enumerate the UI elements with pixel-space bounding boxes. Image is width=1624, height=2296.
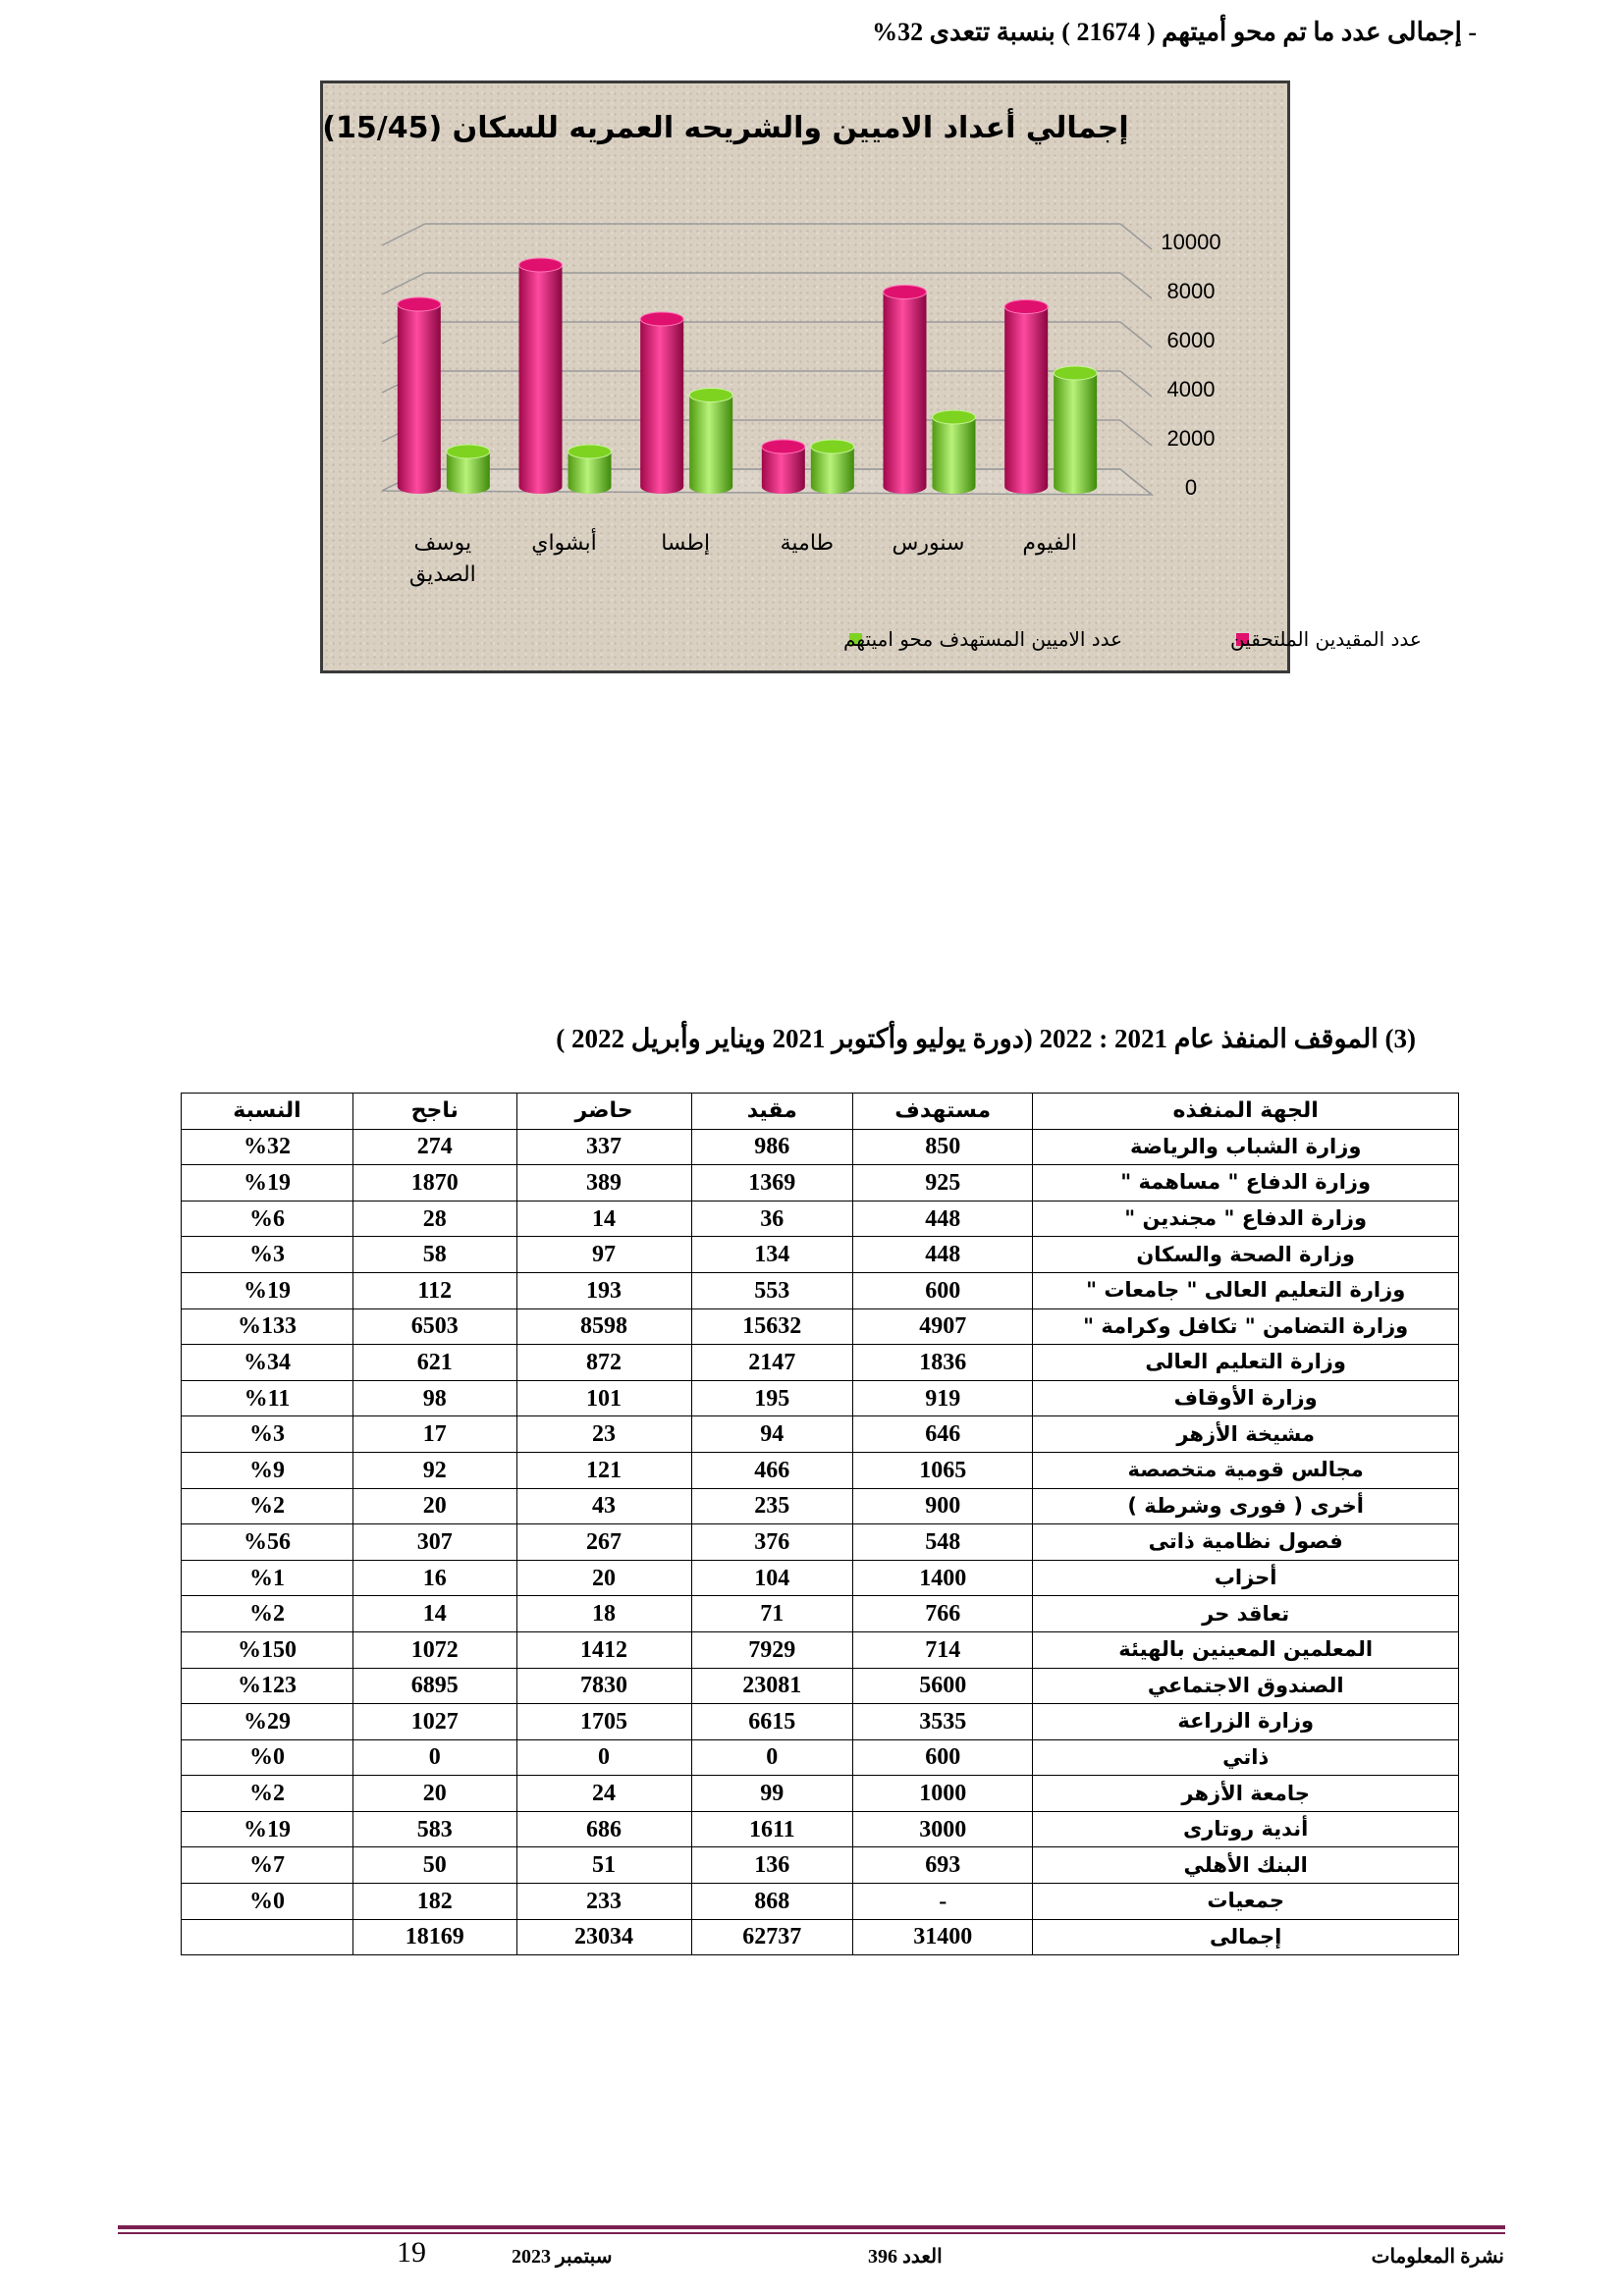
cell-registered: 466 [691,1452,852,1488]
footer-date: سبتمبر 2023 [512,2246,613,2268]
table-row [182,1488,1459,1524]
cell-name: أخرى ( فورى وشرطة ) [1033,1488,1459,1524]
bar-target [1054,373,1097,494]
table-row [182,1847,1459,1884]
cell-name: وزارة الدفاع " مجندين " [1033,1201,1459,1237]
cell-attended: 337 [516,1129,691,1165]
cell-attended: 233 [516,1884,691,1920]
cell-name: وزارة الصحة والسكان [1033,1237,1459,1273]
cell-name: البنك الأهلي [1033,1847,1459,1884]
category-label: الفيوم [1022,531,1077,556]
cell-target: 714 [853,1631,1033,1668]
section-title: (3) الموقف المنفذ عام 2021 : 2022 (دورة يوليو وأكتوبر 2021 ويناير وأبريل 2022 ) [556,1024,1416,1053]
cell-percent: %2 [182,1488,353,1524]
cell-target: 448 [853,1201,1033,1237]
cell-passed: 20 [352,1776,516,1812]
cell-target: 31400 [853,1919,1033,1955]
y-tick-label: 6000 [1166,328,1216,352]
cell-target: 1065 [853,1452,1033,1488]
header-attended: حاضر [516,1094,691,1130]
cell-attended: 20 [516,1560,691,1596]
table-row [182,1884,1459,1920]
execution-table [181,1093,1459,1955]
gridline-right [1120,322,1152,347]
cell-percent: %29 [182,1704,353,1740]
cell-name: فصول نظامية ذاتى [1033,1524,1459,1561]
cell-target: 600 [853,1272,1033,1308]
cell-passed: 58 [352,1237,516,1273]
cell-target: 646 [853,1416,1033,1453]
bar-registered [640,319,683,494]
table-row [182,1416,1459,1453]
footer-rule-thin [118,2232,1505,2234]
cell-attended: 121 [516,1452,691,1488]
footer-rule [118,2225,1505,2229]
table-row [182,1739,1459,1776]
cell-registered: 1369 [691,1165,852,1201]
table-row [182,1201,1459,1237]
cell-passed: 1870 [352,1165,516,1201]
cell-attended: 872 [516,1345,691,1381]
bar-cap [447,445,490,458]
chart-canvas [322,83,1422,670]
cell-target: 448 [853,1237,1033,1273]
cell-name: تعاقد حر [1033,1596,1459,1632]
cell-attended: 51 [516,1847,691,1884]
cell-target: 900 [853,1488,1033,1524]
table-row [182,1237,1459,1273]
bar-cap [1004,300,1048,314]
category-label: يوسف [413,531,472,556]
cell-name: المعلمين المعينين بالهيئة [1033,1631,1459,1668]
cell-registered: 71 [691,1596,852,1632]
table-row [182,1919,1459,1955]
category-label: أبشواي [531,531,597,556]
cell-percent: %150 [182,1631,353,1668]
cell-registered: 99 [691,1776,852,1812]
cell-attended: 23034 [516,1919,691,1955]
cell-target: 766 [853,1596,1033,1632]
cell-attended: 1412 [516,1631,691,1668]
cell-name: جامعة الأزهر [1033,1776,1459,1812]
cell-target: 548 [853,1524,1033,1561]
cell-name: وزارة التعليم العالى " جامعات " [1033,1272,1459,1308]
table-row [182,1811,1459,1847]
gridline-side [382,273,425,294]
gridline-right [1120,273,1152,298]
bar-target [689,396,732,495]
bar-cap [762,440,805,454]
cell-passed: 17 [352,1416,516,1453]
bar-registered [398,304,441,494]
cell-passed: 92 [352,1452,516,1488]
cell-passed: 6503 [352,1308,516,1345]
gridline-right [1120,371,1152,397]
cell-attended: 23 [516,1416,691,1453]
category-label: الصديق [408,562,476,587]
y-tick-label: 8000 [1166,279,1216,303]
cell-percent: %0 [182,1739,353,1776]
cell-registered: 986 [691,1129,852,1165]
cell-percent: %11 [182,1380,353,1416]
cell-percent: %3 [182,1416,353,1453]
cell-passed: 14 [352,1596,516,1632]
cell-registered: 6615 [691,1704,852,1740]
table-row [182,1668,1459,1704]
header-target: مستهدف [853,1094,1033,1130]
cell-passed: 0 [352,1739,516,1776]
cell-name: وزارة التضامن " تكافل وكرامة " [1033,1308,1459,1345]
cell-passed: 16 [352,1560,516,1596]
cell-attended: 43 [516,1488,691,1524]
cell-registered: 134 [691,1237,852,1273]
cell-attended: 267 [516,1524,691,1561]
gridline-right [1120,224,1152,249]
cell-registered: 62737 [691,1919,852,1955]
cell-target: - [853,1884,1033,1920]
table-row [182,1560,1459,1596]
cell-target: 925 [853,1165,1033,1201]
table-header-row [182,1094,1459,1130]
cell-passed: 112 [352,1272,516,1308]
cell-registered: 94 [691,1416,852,1453]
table-row [182,1631,1459,1668]
y-tick-label: 4000 [1166,377,1216,401]
header-passed: ناجح [352,1094,516,1130]
cell-name: مجالس قومية متخصصة [1033,1452,1459,1488]
table-row [182,1380,1459,1416]
bar-cap [519,258,563,272]
bar-registered [1004,307,1048,495]
cell-registered: 195 [691,1380,852,1416]
cell-passed: 28 [352,1201,516,1237]
table-row [182,1452,1459,1488]
table-row [182,1308,1459,1345]
cell-registered: 376 [691,1524,852,1561]
cell-percent: %3 [182,1237,353,1273]
cell-attended: 193 [516,1272,691,1308]
cell-percent: %6 [182,1201,353,1237]
legend-label: عدد الاميين المستهدف محو اميتهم [843,627,1123,651]
cell-percent: %123 [182,1668,353,1704]
bar-target [933,417,976,494]
cell-passed: 274 [352,1129,516,1165]
bar-cap [568,445,612,458]
cell-registered: 23081 [691,1668,852,1704]
cell-percent: %56 [182,1524,353,1561]
cell-passed: 621 [352,1345,516,1381]
bar-cap [933,410,976,424]
cell-target: 693 [853,1847,1033,1884]
cell-name: وزارة الزراعة [1033,1704,1459,1740]
bar-cap [1054,366,1097,380]
cell-passed: 182 [352,1884,516,1920]
cell-attended: 18 [516,1596,691,1632]
cell-target: 5600 [853,1668,1033,1704]
cell-percent: %2 [182,1596,353,1632]
cell-name: وزارة التعليم العالى [1033,1345,1459,1381]
header-percent: النسبة [182,1094,353,1130]
cell-attended: 8598 [516,1308,691,1345]
table-body [182,1129,1459,1955]
chart-title: إجمالي أعداد الاميين والشريحه العمريه للسكان (15/45) [322,111,1129,145]
bar-cap [689,389,732,402]
cell-percent: %32 [182,1129,353,1165]
header-name: الجهة المنفذه [1033,1094,1459,1130]
footer-issue: العدد 396 [868,2246,943,2268]
cell-target: 3535 [853,1704,1033,1740]
table-row [182,1165,1459,1201]
cell-attended: 97 [516,1237,691,1273]
cell-name: وزارة الدفاع " مساهمة " [1033,1165,1459,1201]
cell-attended: 686 [516,1811,691,1847]
bar-registered [519,265,563,494]
cell-attended: 0 [516,1739,691,1776]
y-tick-label: 2000 [1166,426,1216,451]
cell-name: أندية روتارى [1033,1811,1459,1847]
cell-percent: %19 [182,1811,353,1847]
cell-target: 850 [853,1129,1033,1165]
cell-registered: 15632 [691,1308,852,1345]
cell-passed: 6895 [352,1668,516,1704]
cell-passed: 1072 [352,1631,516,1668]
table-row [182,1345,1459,1381]
cell-registered: 0 [691,1739,852,1776]
cell-registered: 2147 [691,1345,852,1381]
table-row [182,1704,1459,1740]
footer-publication: نشرة المعلومات [1371,2246,1504,2268]
cell-target: 1000 [853,1776,1033,1812]
cell-target: 1400 [853,1560,1033,1596]
cell-name: إجمالى [1033,1919,1459,1955]
cell-name: الصندوق الاجتماعي [1033,1668,1459,1704]
gridline-right [1120,420,1152,446]
cell-percent [182,1919,353,1955]
cell-name: ذاتي [1033,1739,1459,1776]
cell-passed: 98 [352,1380,516,1416]
cell-registered: 104 [691,1560,852,1596]
table-row [182,1776,1459,1812]
cell-passed: 307 [352,1524,516,1561]
category-label: سنورس [892,531,965,556]
bar-cap [884,286,927,299]
cell-percent: %19 [182,1165,353,1201]
cell-attended: 7830 [516,1668,691,1704]
cell-percent: %0 [182,1884,353,1920]
cell-percent: %2 [182,1776,353,1812]
cell-attended: 389 [516,1165,691,1201]
bar-cap [811,440,854,454]
cell-percent: %133 [182,1308,353,1345]
category-label: إطسا [661,531,711,556]
cell-target: 600 [853,1739,1033,1776]
cell-target: 919 [853,1380,1033,1416]
cell-percent: %1 [182,1560,353,1596]
cell-registered: 868 [691,1884,852,1920]
cell-name: وزارة الأوقاف [1033,1380,1459,1416]
header-note: - إجمالى عدد ما تم محو أميتهم ( 21674 ) بنسبة تتعدى 32% [872,18,1477,46]
cell-registered: 36 [691,1201,852,1237]
cell-name: مشيخة الأزهر [1033,1416,1459,1453]
table-row [182,1524,1459,1561]
cell-passed: 1027 [352,1704,516,1740]
cell-attended: 24 [516,1776,691,1812]
cell-target: 1836 [853,1345,1033,1381]
table-row [182,1596,1459,1632]
bar-registered [884,293,927,495]
table-row [182,1272,1459,1308]
cell-percent: %34 [182,1345,353,1381]
header-registered: مقيد [691,1094,852,1130]
cell-passed: 50 [352,1847,516,1884]
cell-passed: 20 [352,1488,516,1524]
cell-registered: 1611 [691,1811,852,1847]
cell-registered: 235 [691,1488,852,1524]
legend-label: عدد المقيدين الملتحقين [1230,627,1422,651]
cell-percent: %7 [182,1847,353,1884]
cell-target: 4907 [853,1308,1033,1345]
cell-percent: %9 [182,1452,353,1488]
cell-registered: 553 [691,1272,852,1308]
cell-attended: 101 [516,1380,691,1416]
gridline-side [382,224,425,245]
cell-registered: 7929 [691,1631,852,1668]
cell-registered: 136 [691,1847,852,1884]
category-label: طامية [780,531,835,556]
y-tick-label: 0 [1184,475,1198,500]
y-tick-label: 10000 [1161,230,1221,254]
cell-percent: %19 [182,1272,353,1308]
page-number: 19 [397,2236,426,2269]
bar-chart [320,80,1422,673]
cell-passed: 18169 [352,1919,516,1955]
bar-cap [640,312,683,326]
cell-name: وزارة الشباب والرياضة [1033,1129,1459,1165]
bar-cap [398,297,441,311]
table-row [182,1129,1459,1165]
cell-name: أحزاب [1033,1560,1459,1596]
cell-name: جمعيات [1033,1884,1459,1920]
cell-attended: 14 [516,1201,691,1237]
cell-passed: 583 [352,1811,516,1847]
cell-attended: 1705 [516,1704,691,1740]
cell-target: 3000 [853,1811,1033,1847]
